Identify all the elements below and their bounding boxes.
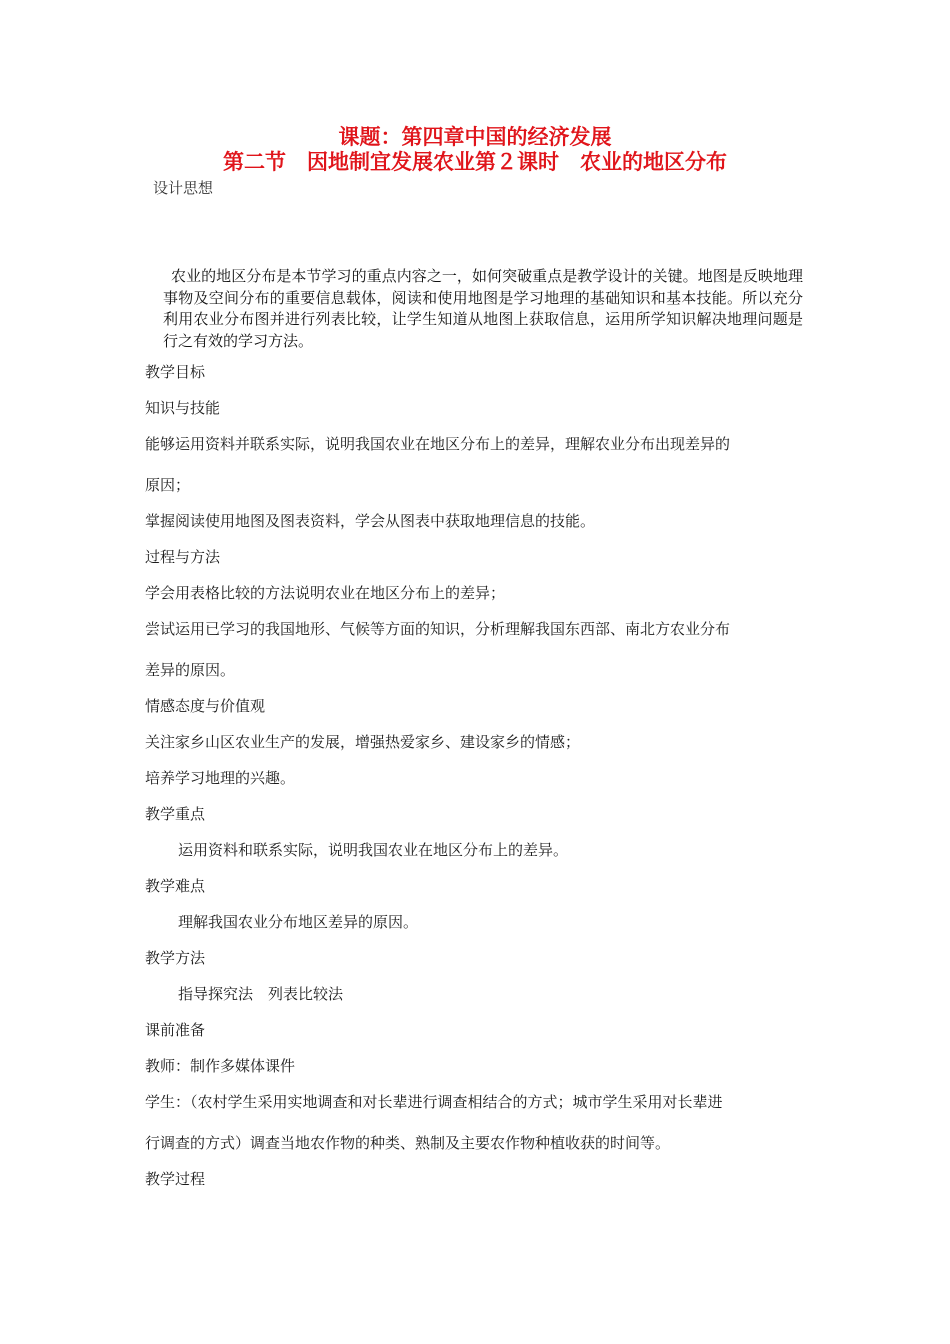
heading-preparation: 课前准备 bbox=[145, 1021, 206, 1039]
body-line: 原因； bbox=[145, 476, 191, 494]
body-line: 学会用表格比较的方法说明农业在地区分布上的差异； bbox=[145, 584, 506, 602]
subheading-attitude-values: 情感态度与价值观 bbox=[145, 697, 266, 715]
body-line: 理解我国农业分布地区差异的原因。 bbox=[178, 913, 419, 931]
body-line: 运用资料和联系实际，说明我国农业在地区分布上的差异。 bbox=[178, 841, 569, 859]
section-title: 第二节 因地制宜发展农业第２课时 农业的地区分布 bbox=[223, 150, 727, 174]
heading-key-points: 教学重点 bbox=[145, 805, 206, 823]
body-line: 掌握阅读使用地图及图表资料，学会从图表中获取地理信息的技能。 bbox=[145, 512, 596, 530]
body-line: 培养学习地理的兴趣。 bbox=[145, 769, 296, 787]
design-thought-paragraph: 农业的地区分布是本节学习的重点内容之一，如何突破重点是教学设计的关键。地图是反映地理事物及空间分布的重要信息载体，阅读和使用地图是学习地理的基础知识和基本技能。所以充分利用农业分布图并进行列表比较，让学生知道从地图上获取信息，运用所学知识解决地理问题是行之有效的学习方法。 bbox=[163, 267, 803, 350]
heading-teaching-process: 教学过程 bbox=[145, 1170, 206, 1188]
body-line: 能够运用资料并联系实际，说明我国农业在地区分布上的差异，理解农业分布出现差异的 bbox=[145, 435, 731, 453]
body-line: 指导探究法 列表比较法 bbox=[178, 985, 344, 1003]
subheading-knowledge-skills: 知识与技能 bbox=[145, 399, 221, 417]
body-line: 关注家乡山区农业生产的发展，增强热爱家乡、建设家乡的情感； bbox=[145, 733, 581, 751]
design-thought-label: 设计思想 bbox=[153, 179, 214, 197]
lesson-title: 课题：第四章中国的经济发展 bbox=[338, 125, 612, 149]
heading-difficult-points: 教学难点 bbox=[145, 877, 206, 895]
body-line: 教师：制作多媒体课件 bbox=[145, 1057, 296, 1075]
body-line: 行调查的方式）调查当地农作物的种类、熟制及主要农作物种植收获的时间等。 bbox=[145, 1134, 671, 1152]
body-line: 差异的原因。 bbox=[145, 661, 236, 679]
body-line: 尝试运用已学习的我国地形、气候等方面的知识，分析理解我国东西部、南北方农业分布 bbox=[145, 620, 731, 638]
heading-teaching-methods: 教学方法 bbox=[145, 949, 206, 967]
subheading-process-method: 过程与方法 bbox=[145, 548, 221, 566]
body-line: 学生：（农村学生采用实地调查和对长辈进行调查相结合的方式；城市学生采用对长辈进 bbox=[145, 1093, 723, 1111]
heading-teaching-goals: 教学目标 bbox=[145, 363, 206, 381]
